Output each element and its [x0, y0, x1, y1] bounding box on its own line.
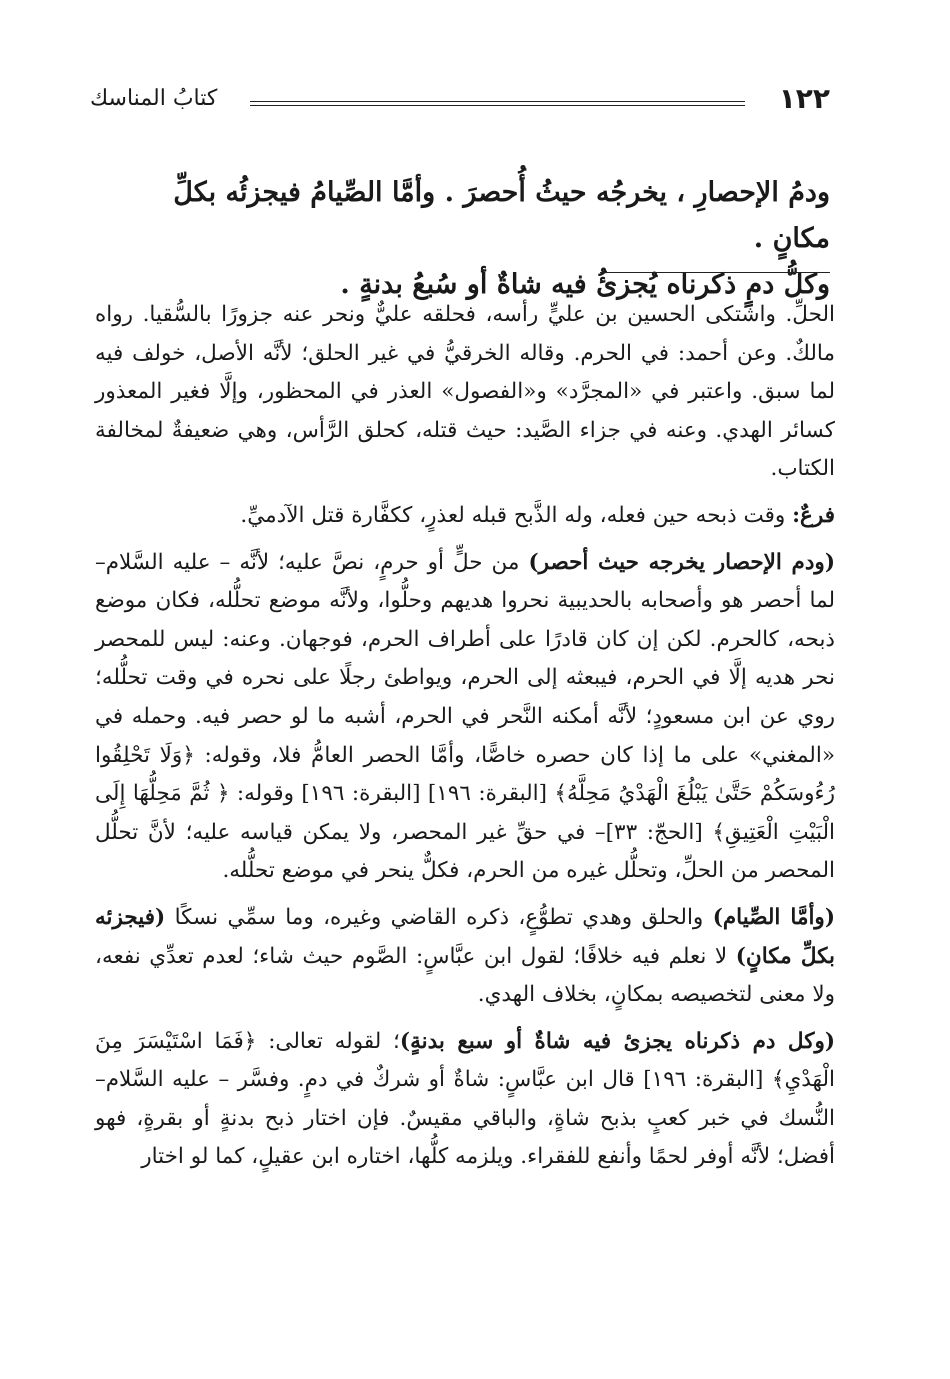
siyam-explanation-1: والحلق وهدي تطوُّعٍ، ذكره القاضي وغيره، وما سمِّي نسكًا: [165, 904, 713, 930]
matn-line-1: ودمُ الإحصارِ ، يخرجُه حيثُ أُحصرَ . وأمَّا الصِّيامُ فيجزئُه بكلِّ مكانٍ .: [173, 177, 830, 254]
siyam-explanation-2: لا نعلم فيه خلافًا؛ لقول ابن عبَّاسٍ: الصَّوم حيث شاء؛ لعدم تعدِّي نفعه، ولا معنى لتخصيصه بمكانٍ، بخلاف الهدي.: [95, 943, 835, 1008]
quoted-matn-siyam: (وأمَّا الصِّيام): [712, 904, 835, 930]
quoted-matn-makan: (فيجزئه بكلِّ مكانٍ): [95, 904, 835, 969]
commentary-paragraph-5: [95, 1023, 835, 1177]
page-header: [90, 82, 830, 122]
commentary-paragraph-3: [95, 544, 835, 891]
far-text: وقت ذبحه حين فعله، وله الذَّبح قبله لعذرٍ، ككفَّارة قتل الآدميِّ.: [240, 502, 793, 528]
commentary-paragraph-4: [95, 899, 835, 1015]
ihsar-explanation: من حلٍّ أو حرمٍ، نصَّ عليه؛ لأنَّه – عليه السَّلام– لما أحصر هو وأصحابه بالحديبية نحروا هديهم وحلُّوا، ولأنَّه موضع تحلُّله، فكان موضع ذبحه، كالحرم. لكن إن كان قادرًا على أطراف الحرم، فوجهان. وعنه: ليس للمحصر نحر هديه إلَّا في الحرم، فيبعثه إلى الحرم، ويواطئ رجلًا على نحره في وقت تحلُّله؛ روي عن ابن مسعودٍ؛ لأنَّه أمكنه النَّحر في الحرم، أشبه ما لو حصر فيه. وحمله في «المغني» على ما إذا كان حصره خاصًّا، وأمَّا الحصر العامُّ فلا، وقوله: ﴿وَلَا تَحْلِقُوا رُءُوسَكُمْ حَتَّىٰ يَبْلُغَ الْهَدْيُ مَحِلَّهُ﴾ [البقرة: ١٩٦] [البقرة: ١٩٦] وقوله: ﴿ ثُمَّ مَحِلُّهَا إِلَى الْبَيْتِ الْعَتِيقِ﴾ [الحجّ: ٣٣]– في حقِّ غير المحصر، ولا يمكن قياسه عليه؛ لأنَّ تحلُّل المحصر من الحلِّ، وتحلُّل غيره من الحرم، فكلٌّ ينحر في موضع تحلُّله.: [95, 549, 835, 884]
matn-text: [110, 170, 830, 308]
book-title: كتابُ المناسك: [90, 86, 218, 111]
quoted-matn-dam: (وكل دم ذكرناه يجزئ فيه شاةٌ أو سبع بدنةٍ): [399, 1028, 836, 1054]
matn-line-2: وكلُّ دمٍ ذكرناه يُجزئُ فيه شاةٌ أو سُبعُ بدنةٍ .: [340, 269, 830, 300]
far-label: فرعٌ:: [792, 502, 835, 528]
page-number: ١٢٢: [778, 82, 830, 115]
matn-separator: [600, 272, 830, 273]
commentary-paragraph-1: الحلِّ. واشتكى الحسين بن عليٍّ رأسه، فحلقه عليٌّ ونحر عنه جزورًا بالسُّقيا. رواه مالكٌ. وعن أحمد: في الحرم. وقاله الخرقيُّ في غير الحلق؛ لأنَّه الأصل، خولف فيه لما سبق. واعتبر في «المجرَّد» و«الفصول» العذر في المحظور، وإلَّا فغير المعذور كسائر الهدي. وعنه في جزاء الصَّيد: حيث قتله، كحلق الرَّأس، وهي ضعيفةٌ لمخالفة الكتاب.: [95, 302, 835, 482]
header-rule: [250, 101, 745, 102]
commentary-text: [95, 296, 835, 1185]
quoted-matn-ihsar: (ودم الإحصار يخرجه حيث أحصر): [528, 549, 835, 575]
commentary-paragraph-2: [95, 497, 835, 536]
dam-explanation: ؛ لقوله تعالى: ﴿فَمَا اسْتَيْسَرَ مِنَ الْهَدْيِ﴾ [البقرة: ١٩٦] قال ابن عبَّاسٍ: شاةٌ أو شركٌ في دمٍ. وفسَّر – عليه السَّلام– النُّسك في خبر كعبٍ بذبح شاةٍ، والباقي مقيسٌ. فإن اختار ذبح بدنةٍ أو بقرةٍ، فهو أفضل؛ لأنَّه أوفر لحمًا وأنفع للفقراء. ويلزمه كلُّها، اختاره ابن عقيلٍ، كما لو اختار: [95, 1028, 835, 1170]
